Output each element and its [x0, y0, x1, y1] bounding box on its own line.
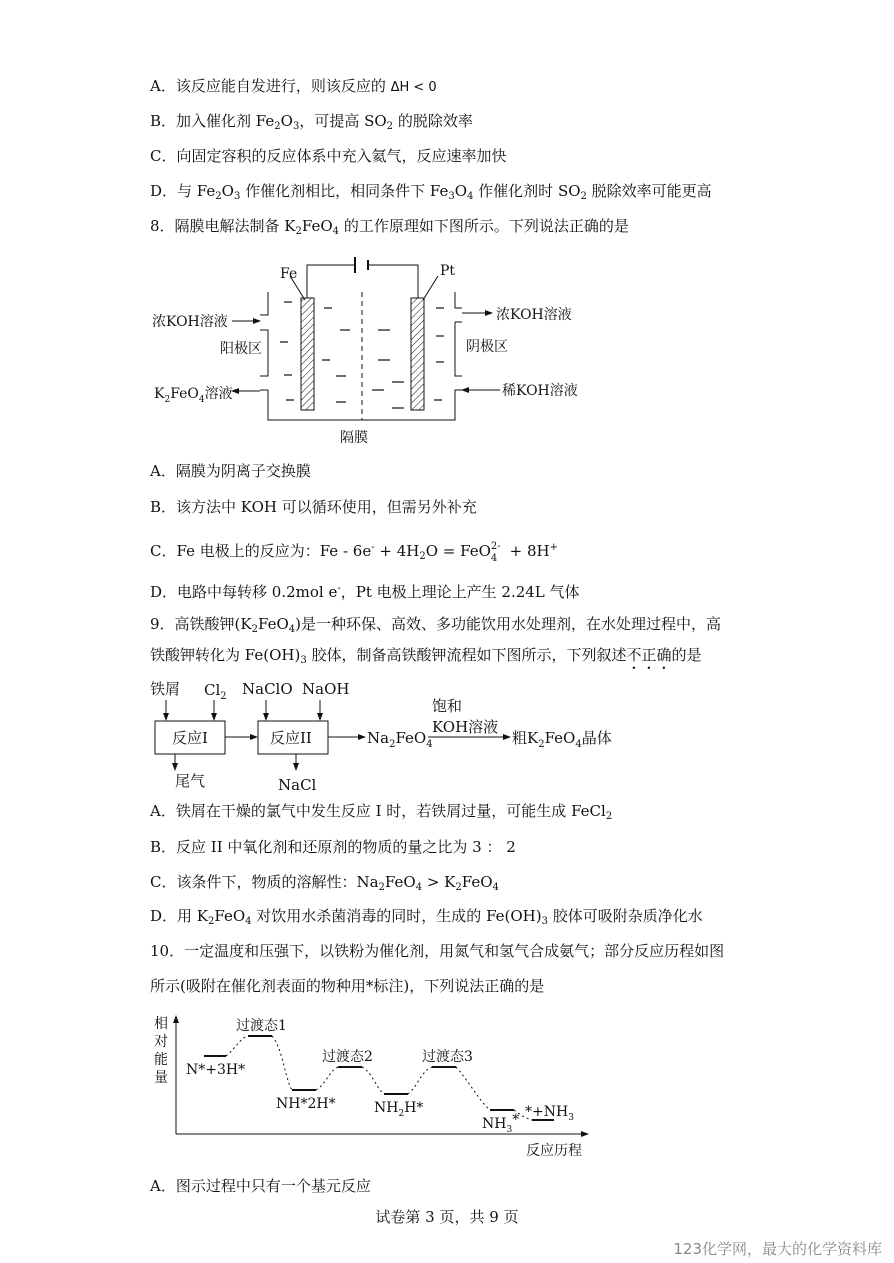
ts3-label: 过渡态3: [422, 1049, 473, 1065]
state5-label: $*+NH_3$: [525, 1104, 574, 1123]
fe-electrode: [301, 298, 314, 410]
ylabel-char-4: 量: [154, 1070, 168, 1086]
reaction-2-label: 反应II: [270, 729, 312, 747]
state2-label: NH*2H*: [276, 1096, 336, 1112]
q10-option-a: A．图示过程中只有一个基元反应: [150, 1177, 371, 1195]
q7-option-d: D．与 $Fe_2O_3$ 作催化剂相比，相同条件下 $Fe_3O_4$ 作催化剂时 $SO_2$ 脱除效率可能更高: [150, 182, 712, 202]
condition-koh-label: KOH溶液: [432, 718, 499, 736]
energy-profile: [140, 1010, 600, 1160]
dilute-koh-in-label: 稀KOH溶液: [502, 383, 578, 399]
q7-option-c: C．向固定容积的反应体系中充入氦气，反应速率加快: [150, 147, 507, 165]
conc-koh-out-label: 浓KOH溶液: [496, 307, 572, 323]
pt-label: Pt: [440, 263, 456, 279]
ylabel-char-1: 相: [154, 1016, 168, 1032]
reaction-1-label: 反应I: [172, 729, 208, 747]
container: [260, 390, 462, 420]
q7-option-a: A．该反应能自发进行，则该反应的 ΔH < 0: [150, 77, 437, 95]
q10-stem-line1: 10．一定温度和压强下，以铁粉为催化剂，用氮气和氢气合成氨气；部分反应历程如图: [150, 942, 725, 960]
q9-option-d: D．用 $K_2FeO_4$ 对饮用水杀菌消毒的同时，生成的 $Fe(OH)_3$ 胶体可吸附杂质净化水: [150, 907, 703, 927]
ylabel-char-2: 对: [154, 1034, 168, 1050]
pt-electrode: [411, 298, 424, 410]
crude-k2feo4-label: 粗$K_2FeO_4$晶体: [512, 729, 612, 750]
conc-koh-in-label: 浓KOH溶液: [152, 314, 228, 330]
q8-stem: 8．隔膜电解法制备 $K_2FeO_4$ 的工作原理如下图所示。下列说法正确的是: [150, 217, 629, 237]
ts2-label: 过渡态2: [322, 1049, 373, 1065]
q8-option-a: A．隔膜为阴离子交换膜: [150, 462, 311, 480]
chlorine-label: $Cl_2$: [204, 681, 227, 702]
electrolysis-diagram: [140, 250, 600, 450]
q9-option-a: A．铁屑在干燥的氯气中发生反应 I 时，若铁屑过量，可能生成 FeCl$_2$: [150, 802, 613, 822]
k2feo4-out-label: $K_2FeO_4$溶液: [154, 386, 233, 405]
nacl-label: NaCl: [278, 776, 317, 794]
q8-option-b: B．该方法中 KOH 可以循环使用，但需另外补充: [150, 498, 477, 516]
tail-gas-label: 尾气: [175, 772, 206, 790]
state4-label: $NH_3*$: [482, 1112, 520, 1135]
cathode-label: 阴极区: [466, 339, 508, 355]
q9-option-c: C．该条件下，物质的溶解性：$Na_2FeO_4 > K_2FeO_4$: [150, 873, 499, 893]
q7-option-b: B．加入催化剂 $Fe_2O_3$，可提高 $SO_2$ 的脱除效率: [150, 112, 473, 132]
xlabel: 反应历程: [526, 1143, 582, 1159]
q9-stem-line1: 9．高铁酸钾$(K_2FeO_4)$是一种环保、高效、多功能饮用水处理剂，在水处理过程中，高: [150, 615, 721, 635]
wire-left: [307, 265, 355, 298]
q8-option-c: C．Fe 电极上的反应为：$Fe - 6e^- + 4H_2O$ = FeO 2- 4 + 8H+: [150, 541, 558, 564]
flow-diagram: [140, 676, 640, 798]
fe-label: Fe: [280, 266, 298, 282]
q9-option-b: B．反应 II 中氧化剂和还原剂的物质的量之比为 3 ： 2: [150, 838, 516, 856]
naoh-label: NaOH: [302, 680, 350, 698]
q10-stem-line2: 所示(吸附在催化剂表面的物种用*标注)，下列说法正确的是: [150, 977, 545, 995]
state3-label: $NH_2H*$: [374, 1100, 424, 1119]
condition-saturated-label: 饱和: [432, 697, 463, 715]
ylabel-char-3: 能: [154, 1052, 168, 1068]
state1-label: N*+3H*: [186, 1062, 246, 1078]
watermark: 123化学网，最大的化学资料库: [673, 1240, 882, 1258]
na2feo4-label: $Na_2FeO_4$: [367, 729, 433, 750]
page-footer: 试卷第 3 页，共 9 页: [375, 1208, 519, 1226]
q9-stem-line2: 铁酸钾转化为 $Fe(OH)_3$ 胶体，制备高铁酸钾流程如下图所示，下列叙述不正确的是: [150, 646, 702, 666]
q8-option-d: D．电路中每转移 0.2mol e-，Pt 电极上理论上产生 2.24L 气体: [150, 583, 580, 601]
anode-label: 阳极区: [220, 341, 262, 357]
wire-right: [368, 265, 418, 298]
iron-filings-label: 铁屑: [150, 680, 181, 698]
membrane-label: 隔膜: [340, 430, 368, 446]
ts1-label: 过渡态1: [236, 1018, 287, 1034]
naclo-label: NaClO: [242, 680, 293, 698]
